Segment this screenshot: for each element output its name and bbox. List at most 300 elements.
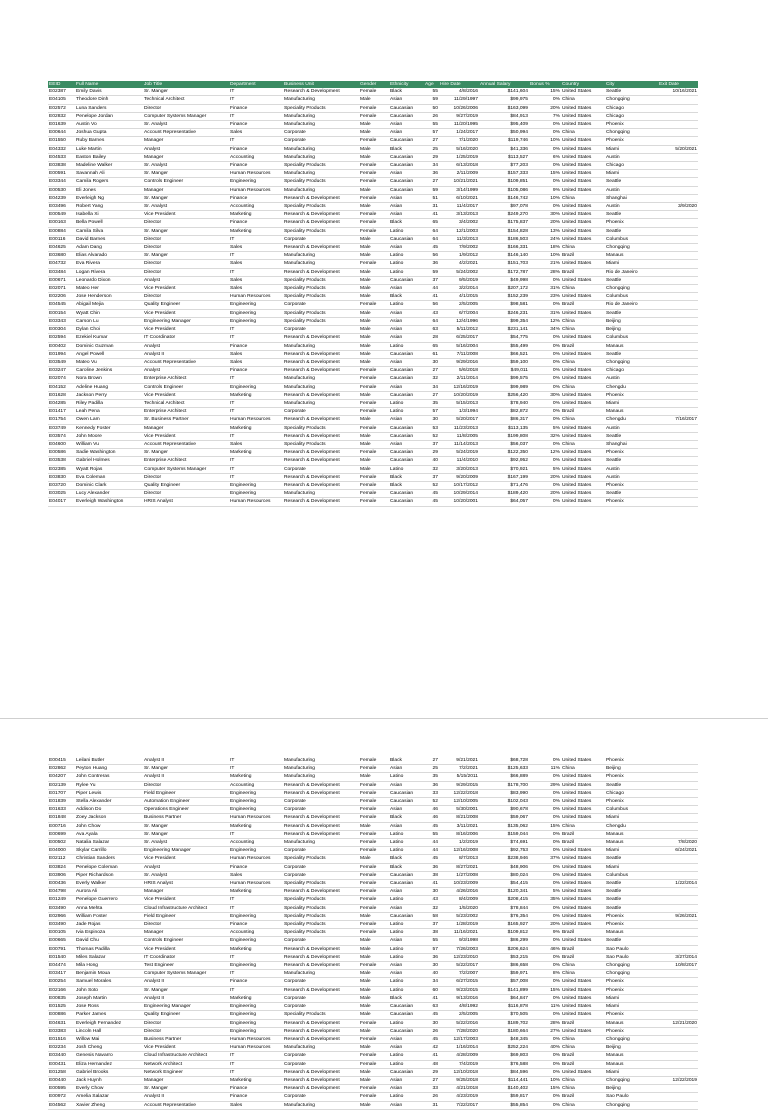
cell-age: 30 — [424, 1019, 439, 1027]
cell-city: Chongqing — [605, 244, 658, 252]
cell-full-name: Luke Martin — [75, 145, 143, 153]
cell-ethnicity: Caucasian — [389, 880, 424, 888]
cell-job-title: Vice President — [143, 432, 229, 440]
table-row — [48, 806, 698, 814]
cell-ethnicity: Caucasian — [389, 104, 424, 112]
cell-city: Phoenix — [605, 912, 658, 920]
table-row — [48, 953, 698, 961]
cell-full-name: Leilani Butler — [75, 757, 143, 765]
cell-exit-date — [658, 896, 698, 904]
cell-job-title: Engineering Manager — [143, 847, 229, 855]
cell-country: United States — [561, 986, 605, 994]
cell-ethnicity: Asian — [389, 326, 424, 334]
cell-hire-date: 9/3/1998 — [439, 937, 479, 945]
table-row — [48, 449, 698, 457]
cell-department: Engineering — [229, 847, 283, 855]
cell-country: United States — [561, 773, 605, 781]
cell-age: 64 — [424, 235, 439, 243]
cell-exit-date — [658, 757, 698, 765]
cell-annual-salary: $167,199 — [479, 473, 529, 481]
cell-business-unit: Manufacturing — [283, 399, 359, 407]
cell-department: IT — [229, 408, 283, 416]
cell-job-title: Sr. Analyst — [143, 871, 229, 879]
cell-ethnicity: Caucasian — [389, 798, 424, 806]
cell-hire-date: 2/11/2014 — [439, 375, 479, 383]
cell-age: 25 — [424, 765, 439, 773]
cell-full-name: Lincoln Hall — [75, 1027, 143, 1035]
cell-full-name: Piper Lewis — [75, 789, 143, 797]
cell-bonus: 32% — [529, 432, 561, 440]
cell-hire-date: 11/14/2013 — [439, 440, 479, 448]
cell-eeid: E04600 — [48, 440, 75, 448]
cell-exit-date — [658, 293, 698, 301]
cell-business-unit: Speciality Products — [283, 896, 359, 904]
cell-department: Human Resources — [229, 814, 283, 822]
cell-annual-salary: $64,057 — [479, 498, 529, 506]
cell-annual-salary: $59,971 — [479, 970, 529, 978]
cell-exit-date — [658, 1085, 698, 1093]
cell-gender: Male — [359, 457, 389, 465]
cell-exit-date — [658, 367, 698, 375]
table-row — [48, 1085, 698, 1093]
table-row — [48, 317, 698, 325]
cell-annual-salary: $97,078 — [479, 203, 529, 211]
cell-annual-salary: $74,691 — [479, 839, 529, 847]
cell-eeid: E00716 — [48, 822, 75, 830]
table-row — [48, 162, 698, 170]
cell-eeid: E02862 — [48, 765, 75, 773]
cell-business-unit: Research & Development — [283, 268, 359, 276]
cell-country: United States — [561, 449, 605, 457]
cell-annual-salary: $146,742 — [479, 194, 529, 202]
cell-ethnicity: Caucasian — [389, 162, 424, 170]
cell-country: United States — [561, 375, 605, 383]
cell-eeid: E00304 — [48, 326, 75, 334]
table-row — [48, 96, 698, 104]
cell-age: 29 — [424, 153, 439, 161]
cell-eeid: E04239 — [48, 194, 75, 202]
cell-annual-salary: $49,011 — [479, 367, 529, 375]
cell-age: 51 — [424, 194, 439, 202]
cell-annual-salary: $105,086 — [479, 186, 529, 194]
cell-business-unit: Speciality Products — [283, 317, 359, 325]
cell-hire-date: 6/25/2017 — [439, 334, 479, 342]
cell-eeid: E03574 — [48, 432, 75, 440]
cell-city: Phoenix — [605, 1027, 658, 1035]
table-row — [48, 1003, 698, 1011]
cell-hire-date: 4/1/2015 — [439, 293, 479, 301]
cell-business-unit: Corporate — [283, 871, 359, 879]
cell-eeid: E00595 — [48, 1085, 75, 1093]
cell-business-unit: Manufacturing — [283, 970, 359, 978]
cell-country: United States — [561, 937, 605, 945]
cell-bonus: 24% — [529, 235, 561, 243]
cell-gender: Male — [359, 937, 389, 945]
table-row — [48, 1019, 698, 1027]
cell-city: Manaus — [605, 342, 658, 350]
cell-annual-salary: $78,940 — [479, 399, 529, 407]
cell-ethnicity: Asian — [389, 904, 424, 912]
cell-city: Seattle — [605, 896, 658, 904]
table-row — [48, 170, 698, 178]
cell-country: Brazil — [561, 408, 605, 416]
cell-eeid: E01516 — [48, 1035, 75, 1043]
cell-ethnicity: Caucasian — [389, 1011, 424, 1019]
cell-eeid: E00699 — [48, 830, 75, 838]
cell-gender: Female — [359, 904, 389, 912]
cell-department: Marketing — [229, 945, 283, 953]
cell-exit-date — [658, 806, 698, 814]
cell-hire-date: 10/17/2012 — [439, 481, 479, 489]
cell-gender: Female — [359, 383, 389, 391]
cell-age: 59 — [424, 186, 439, 194]
cell-job-title: Controls Engineer — [143, 178, 229, 186]
cell-bonus: 0% — [529, 1060, 561, 1068]
header-row — [48, 81, 698, 88]
cell-annual-salary: $186,503 — [479, 235, 529, 243]
cell-annual-salary: $84,913 — [479, 112, 529, 120]
cell-age: 33 — [424, 1085, 439, 1093]
cell-hire-date: 3/11/2021 — [439, 822, 479, 830]
cell-gender: Male — [359, 285, 389, 293]
cell-city: Manaus — [605, 839, 658, 847]
cell-hire-date: 9/29/2016 — [439, 358, 479, 366]
cell-department: Engineering — [229, 798, 283, 806]
cell-city: Chongqing — [605, 1101, 658, 1109]
cell-department: Engineering — [229, 1027, 283, 1035]
cell-city: Manaus — [605, 830, 658, 838]
cell-hire-date: 4/8/1992 — [439, 1003, 479, 1011]
cell-hire-date: 9/27/2019 — [439, 112, 479, 120]
cell-ethnicity: Latino — [389, 408, 424, 416]
table-row — [48, 416, 698, 424]
cell-ethnicity: Asian — [389, 334, 424, 342]
cell-job-title: Network Architect — [143, 1060, 229, 1068]
cell-eeid: E04798 — [48, 888, 75, 896]
cell-bonus: 7% — [529, 112, 561, 120]
cell-exit-date: 3/9/2020 — [658, 203, 698, 211]
cell-business-unit: Manufacturing — [283, 1044, 359, 1052]
cell-gender: Male — [359, 953, 389, 961]
cell-city: Seattle — [605, 88, 658, 96]
cell-full-name: Xavier Zheng — [75, 1101, 143, 1109]
cell-ethnicity: Asian — [389, 129, 424, 137]
cell-full-name: Willow Mai — [75, 1035, 143, 1043]
cell-business-unit: Corporate — [283, 235, 359, 243]
cell-annual-salary: $66,889 — [479, 773, 529, 781]
cell-eeid: E01417 — [48, 408, 75, 416]
cell-gender: Female — [359, 1093, 389, 1101]
cell-ethnicity: Caucasian — [389, 449, 424, 457]
cell-eeid: E03484 — [48, 268, 75, 276]
cell-annual-salary: $41,336 — [479, 145, 529, 153]
cell-city: Beijing — [605, 1085, 658, 1093]
cell-bonus: 18% — [529, 244, 561, 252]
cell-job-title: Cloud Infrastructure Architect — [143, 1052, 229, 1060]
cell-hire-date: 2/11/2009 — [439, 170, 479, 178]
cell-city: Chicago — [605, 367, 658, 375]
table-row — [48, 391, 698, 399]
cell-country: United States — [561, 432, 605, 440]
table-body — [48, 757, 698, 1109]
cell-age: 55 — [424, 830, 439, 838]
cell-department: Finance — [229, 367, 283, 375]
cell-ethnicity: Black — [389, 88, 424, 96]
cell-department: Engineering — [229, 1011, 283, 1019]
table-row — [48, 490, 698, 498]
cell-business-unit: Corporate — [283, 798, 359, 806]
cell-city: Phoenix — [605, 137, 658, 145]
cell-country: United States — [561, 367, 605, 375]
cell-exit-date: 3/27/2014 — [658, 953, 698, 961]
cell-ethnicity: Asian — [389, 203, 424, 211]
cell-gender: Female — [359, 399, 389, 407]
cell-exit-date — [658, 268, 698, 276]
cell-city: Beijing — [605, 765, 658, 773]
cell-full-name: John Moore — [75, 432, 143, 440]
cell-full-name: Eva Coleman — [75, 473, 143, 481]
cell-job-title: Vice President — [143, 855, 229, 863]
cell-exit-date — [658, 260, 698, 268]
cell-country: United States — [561, 457, 605, 465]
cell-ethnicity: Asian — [389, 440, 424, 448]
cell-job-title: Vice President — [143, 309, 229, 317]
cell-gender: Male — [359, 326, 389, 334]
cell-department: Engineering — [229, 1003, 283, 1011]
cell-ethnicity: Black — [389, 814, 424, 822]
cell-full-name: Skylar Carrillo — [75, 847, 143, 855]
cell-country: China — [561, 326, 605, 334]
cell-job-title: Director — [143, 235, 229, 243]
cell-annual-salary: $154,828 — [479, 227, 529, 235]
cell-ethnicity: Asian — [389, 211, 424, 219]
cell-full-name: Savannah Ali — [75, 170, 143, 178]
cell-bonus: 0% — [529, 301, 561, 309]
cell-country: China — [561, 1044, 605, 1052]
cell-eeid: E02387 — [48, 88, 75, 96]
cell-country: United States — [561, 789, 605, 797]
cell-business-unit: Corporate — [283, 129, 359, 137]
cell-city: Seattle — [605, 350, 658, 358]
cell-eeid: E01525 — [48, 1003, 75, 1011]
cell-bonus: 20% — [529, 921, 561, 929]
cell-exit-date — [658, 1011, 698, 1019]
cell-exit-date — [658, 96, 698, 104]
cell-exit-date — [658, 252, 698, 260]
cell-country: United States — [561, 137, 605, 145]
table-row — [48, 194, 698, 202]
cell-country: China — [561, 96, 605, 104]
cell-bonus: 0% — [529, 178, 561, 186]
cell-country: United States — [561, 847, 605, 855]
cell-country: Brazil — [561, 1060, 605, 1068]
cell-age: 37 — [424, 921, 439, 929]
cell-full-name: Dominic Clark — [75, 481, 143, 489]
cell-business-unit: Manufacturing — [283, 765, 359, 773]
cell-department: Accounting — [229, 929, 283, 937]
cell-exit-date — [658, 945, 698, 953]
cell-country: United States — [561, 814, 605, 822]
cell-gender: Male — [359, 203, 389, 211]
cell-business-unit: Manufacturing — [283, 121, 359, 129]
cell-age: 59 — [424, 268, 439, 276]
cell-department: Finance — [229, 1085, 283, 1093]
cell-hire-date: 7/2/2007 — [439, 970, 479, 978]
cell-hire-date: 7/22/2017 — [439, 1101, 479, 1109]
cell-job-title: Sr. Manger — [143, 449, 229, 457]
cell-age: 52 — [424, 481, 439, 489]
cell-eeid: E04285 — [48, 399, 75, 407]
cell-annual-salary: $82,872 — [479, 408, 529, 416]
cell-bonus: 20% — [529, 473, 561, 481]
cell-ethnicity: Caucasian — [389, 186, 424, 194]
cell-annual-salary: $99,989 — [479, 383, 529, 391]
cell-bonus: 46% — [529, 945, 561, 953]
table-row — [48, 88, 698, 96]
cell-eeid: E01994 — [48, 350, 75, 358]
cell-ethnicity: Asian — [389, 285, 424, 293]
cell-hire-date: 12/23/2010 — [439, 953, 479, 961]
table-row — [48, 104, 698, 112]
cell-country: Brazil — [561, 1052, 605, 1060]
cell-bonus: 0% — [529, 481, 561, 489]
cell-job-title: Technical Architect — [143, 399, 229, 407]
cell-department: IT — [229, 399, 283, 407]
cell-exit-date — [658, 276, 698, 284]
cell-business-unit: Research & Development — [283, 358, 359, 366]
cell-job-title: Manager — [143, 1076, 229, 1084]
cell-age: 41 — [424, 211, 439, 219]
cell-full-name: Addison Do — [75, 806, 143, 814]
cell-ethnicity: Black — [389, 473, 424, 481]
cell-department: IT — [229, 88, 283, 96]
cell-ethnicity: Latino — [389, 1093, 424, 1101]
cell-bonus: 0% — [529, 847, 561, 855]
column-header-gender: Gender — [359, 81, 389, 88]
cell-ethnicity: Latino — [389, 773, 424, 781]
cell-country: United States — [561, 798, 605, 806]
cell-annual-salary: $77,203 — [479, 162, 529, 170]
cell-eeid: E00644 — [48, 129, 75, 137]
cell-full-name: Ruby Barnes — [75, 137, 143, 145]
cell-hire-date: 11/20/1995 — [439, 121, 479, 129]
cell-exit-date — [658, 334, 698, 342]
cell-city: Phoenix — [605, 1011, 658, 1019]
cell-age: 44 — [424, 847, 439, 855]
cell-exit-date — [658, 970, 698, 978]
cell-age: 56 — [424, 252, 439, 260]
cell-country: United States — [561, 276, 605, 284]
cell-eeid: E03538 — [48, 457, 75, 465]
cell-age: 29 — [424, 1068, 439, 1076]
cell-eeid: E04207 — [48, 773, 75, 781]
cell-annual-salary: $48,906 — [479, 863, 529, 871]
cell-gender: Female — [359, 789, 389, 797]
cell-bonus: 11% — [529, 765, 561, 773]
cell-full-name: Wyatt Rojas — [75, 465, 143, 473]
cell-exit-date — [658, 121, 698, 129]
cell-annual-salary: $64,847 — [479, 994, 529, 1002]
cell-job-title: Account Representative — [143, 358, 229, 366]
cell-department: Marketing — [229, 391, 283, 399]
cell-full-name: Thomas Padilla — [75, 945, 143, 953]
cell-gender: Male — [359, 96, 389, 104]
table-row — [48, 773, 698, 781]
cell-city: Manaus — [605, 1019, 658, 1027]
cell-country: China — [561, 358, 605, 366]
cell-city: Columbus — [605, 871, 658, 879]
cell-gender: Male — [359, 252, 389, 260]
cell-ethnicity: Latino — [389, 252, 424, 260]
cell-business-unit: Research & Development — [283, 781, 359, 789]
cell-city: Seattle — [605, 227, 658, 235]
cell-gender: Male — [359, 416, 389, 424]
cell-age: 40 — [424, 457, 439, 465]
table-row — [48, 219, 698, 227]
cell-bonus: 0% — [529, 863, 561, 871]
cell-ethnicity: Asian — [389, 383, 424, 391]
cell-hire-date: 5/22/2017 — [439, 962, 479, 970]
table-row — [48, 1060, 698, 1068]
cell-business-unit: Research & Development — [283, 1076, 359, 1084]
cell-ethnicity: Caucasian — [389, 1027, 424, 1035]
cell-department: Engineering — [229, 912, 283, 920]
cell-business-unit: Research & Development — [283, 953, 359, 961]
table-row — [48, 260, 698, 268]
cell-bonus: 34% — [529, 326, 561, 334]
cell-city: Chengdu — [605, 822, 658, 830]
cell-hire-date: 6/7/2004 — [439, 309, 479, 317]
cell-job-title: Controls Engineer — [143, 383, 229, 391]
cell-department: Engineering — [229, 178, 283, 186]
cell-department: Human Resources — [229, 880, 283, 888]
cell-gender: Male — [359, 978, 389, 986]
cell-business-unit: Research & Development — [283, 789, 359, 797]
cell-annual-salary: $140,402 — [479, 1085, 529, 1093]
cell-department: Engineering — [229, 937, 283, 945]
cell-exit-date — [658, 798, 698, 806]
table-row — [48, 970, 698, 978]
cell-age: 40 — [424, 970, 439, 978]
cell-job-title: Enterprise Architect — [143, 375, 229, 383]
cell-department: IT — [229, 1052, 283, 1060]
cell-business-unit: Speciality Products — [283, 309, 359, 317]
cell-department: Sales — [229, 260, 283, 268]
cell-hire-date: 2/5/2005 — [439, 301, 479, 309]
cell-city: Seattle — [605, 855, 658, 863]
cell-country: United States — [561, 88, 605, 96]
cell-exit-date — [658, 1052, 698, 1060]
cell-hire-date: 8/4/2009 — [439, 896, 479, 904]
cell-department: Finance — [229, 921, 283, 929]
cell-gender: Female — [359, 367, 389, 375]
cell-ethnicity: Caucasian — [389, 178, 424, 186]
cell-city: Miami — [605, 1003, 658, 1011]
cell-eeid: E04152 — [48, 383, 75, 391]
cell-ethnicity: Caucasian — [389, 432, 424, 440]
cell-gender: Female — [359, 375, 389, 383]
cell-full-name: Angel Powell — [75, 350, 143, 358]
cell-business-unit: Speciality Products — [283, 293, 359, 301]
cell-gender: Female — [359, 490, 389, 498]
cell-gender: Male — [359, 1003, 389, 1011]
cell-bonus: 0% — [529, 367, 561, 375]
cell-job-title: Analyst — [143, 863, 229, 871]
cell-eeid: E00105 — [48, 929, 75, 937]
table-row — [48, 301, 698, 309]
cell-gender: Female — [359, 1085, 389, 1093]
cell-eeid: E00502 — [48, 839, 75, 847]
